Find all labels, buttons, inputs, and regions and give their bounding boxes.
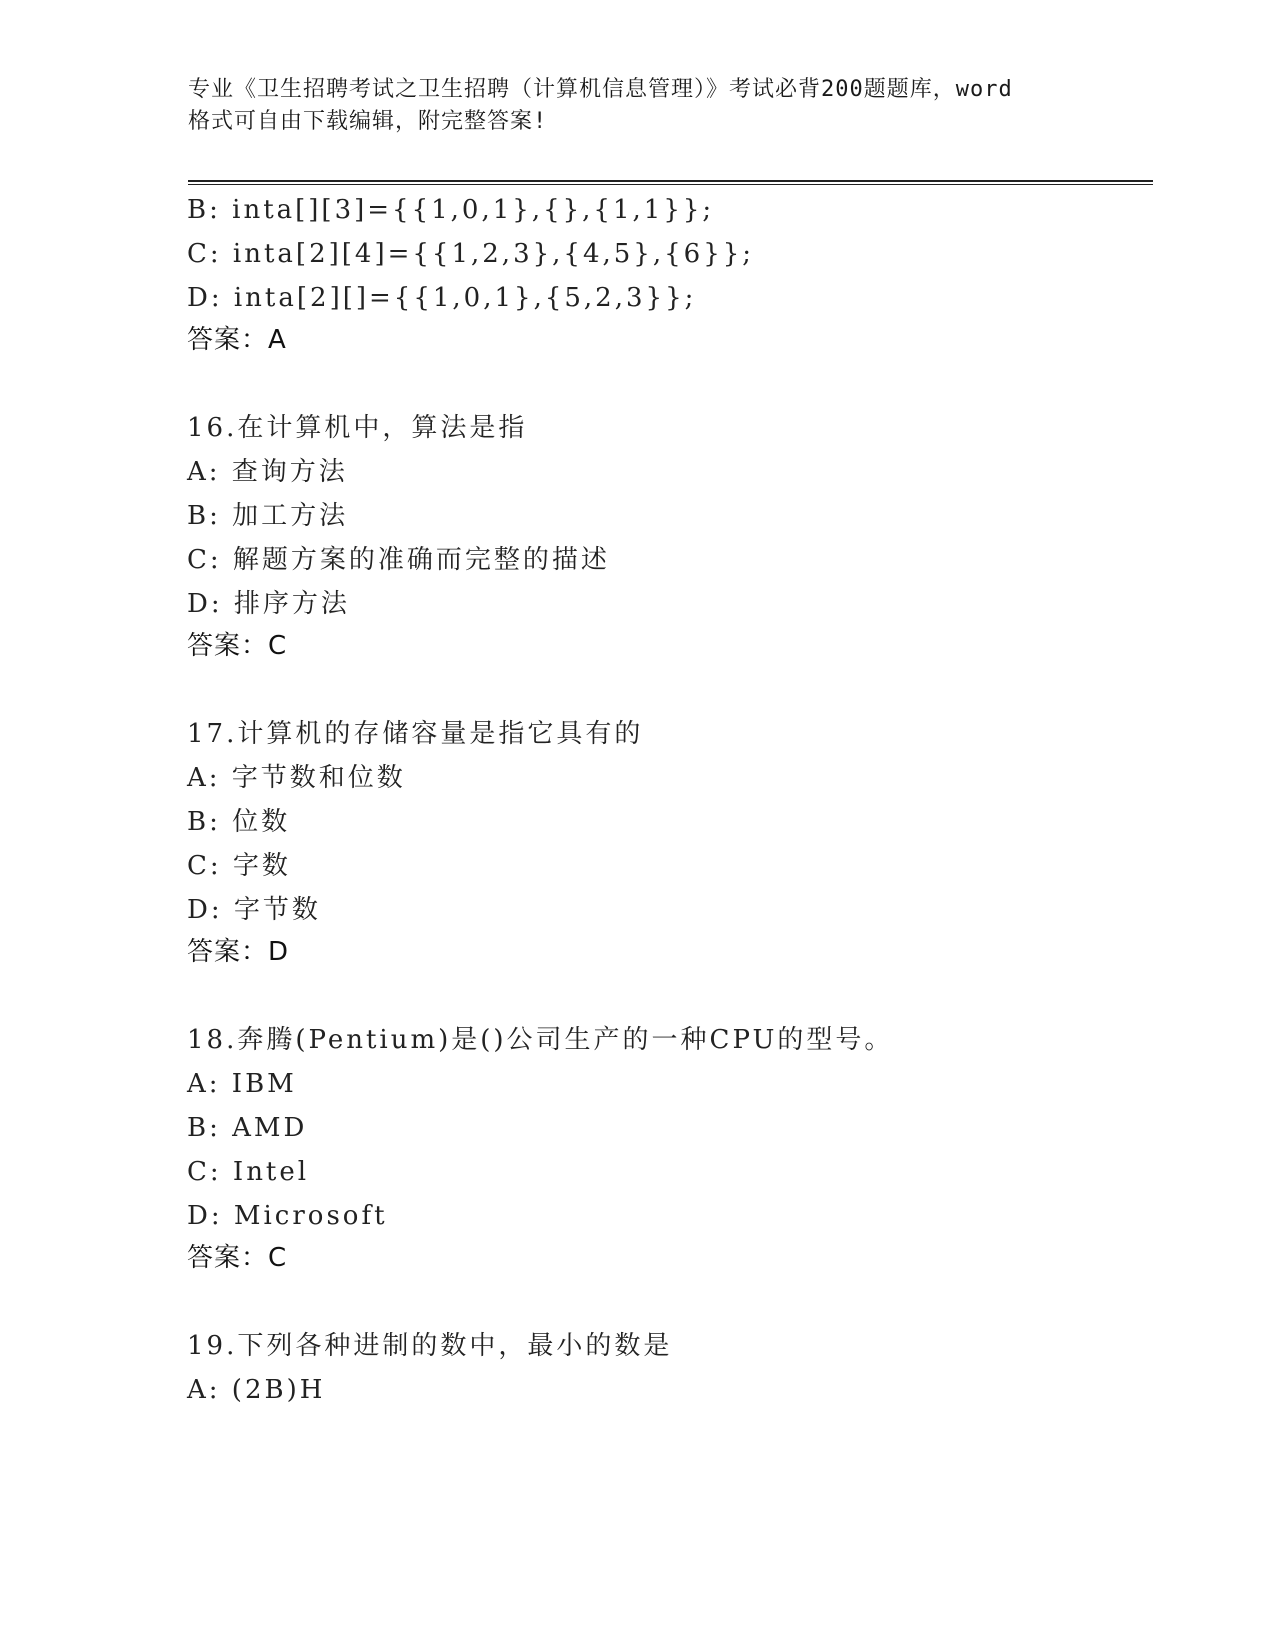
q18-answer: 答案：C (187, 1243, 288, 1273)
header-line-1: 专业《卫生招聘考试之卫生招聘（计算机信息管理）》考试必背200题题库，word (188, 77, 1013, 102)
q16-option-c: C: 解题方案的准确而完整的描述 (187, 545, 610, 575)
q18-option-b: B: AMD (187, 1113, 308, 1143)
q16-option-d: D: 排序方法 (187, 589, 350, 619)
q17-option-a: A: 字节数和位数 (187, 763, 406, 793)
header-line-2: 格式可自由下载编辑，附完整答案! (188, 109, 548, 134)
q15-option-d: D: inta[2][]={{1,0,1},{5,2,3}}; (187, 283, 697, 313)
q19-stem: 19.下列各种进制的数中，最小的数是 (187, 1331, 673, 1361)
q17-answer: 答案：D (187, 937, 290, 967)
q18-option-a: A: IBM (187, 1069, 297, 1099)
q18-stem: 18.奔腾(Pentium)是()公司生产的一种CPU的型号。 (187, 1025, 894, 1055)
q17-option-d: D: 字节数 (187, 895, 321, 925)
header-rule-thin (188, 184, 1153, 185)
q18-option-d: D: Microsoft (187, 1201, 388, 1231)
q15-option-b: B: inta[][3]={{1,0,1},{},{1,1}}; (187, 195, 715, 225)
q16-option-a: A: 查询方法 (187, 457, 348, 487)
q16-option-b: B: 加工方法 (187, 501, 349, 531)
q19-option-a: A: (2B)H (187, 1375, 326, 1405)
q18-option-c: C: Intel (187, 1157, 310, 1187)
q15-answer: 答案：A (187, 325, 287, 355)
q16-stem: 16.在计算机中，算法是指 (187, 413, 528, 443)
q15-option-c: C: inta[2][4]={{1,2,3},{4,5},{6}}; (187, 239, 755, 269)
header-rule-thick (188, 180, 1153, 182)
q17-option-b: B: 位数 (187, 807, 291, 837)
q17-option-c: C: 字数 (187, 851, 291, 881)
document-header (188, 74, 1088, 138)
q17-stem: 17.计算机的存储容量是指它具有的 (187, 719, 644, 749)
q16-answer: 答案：C (187, 631, 288, 661)
